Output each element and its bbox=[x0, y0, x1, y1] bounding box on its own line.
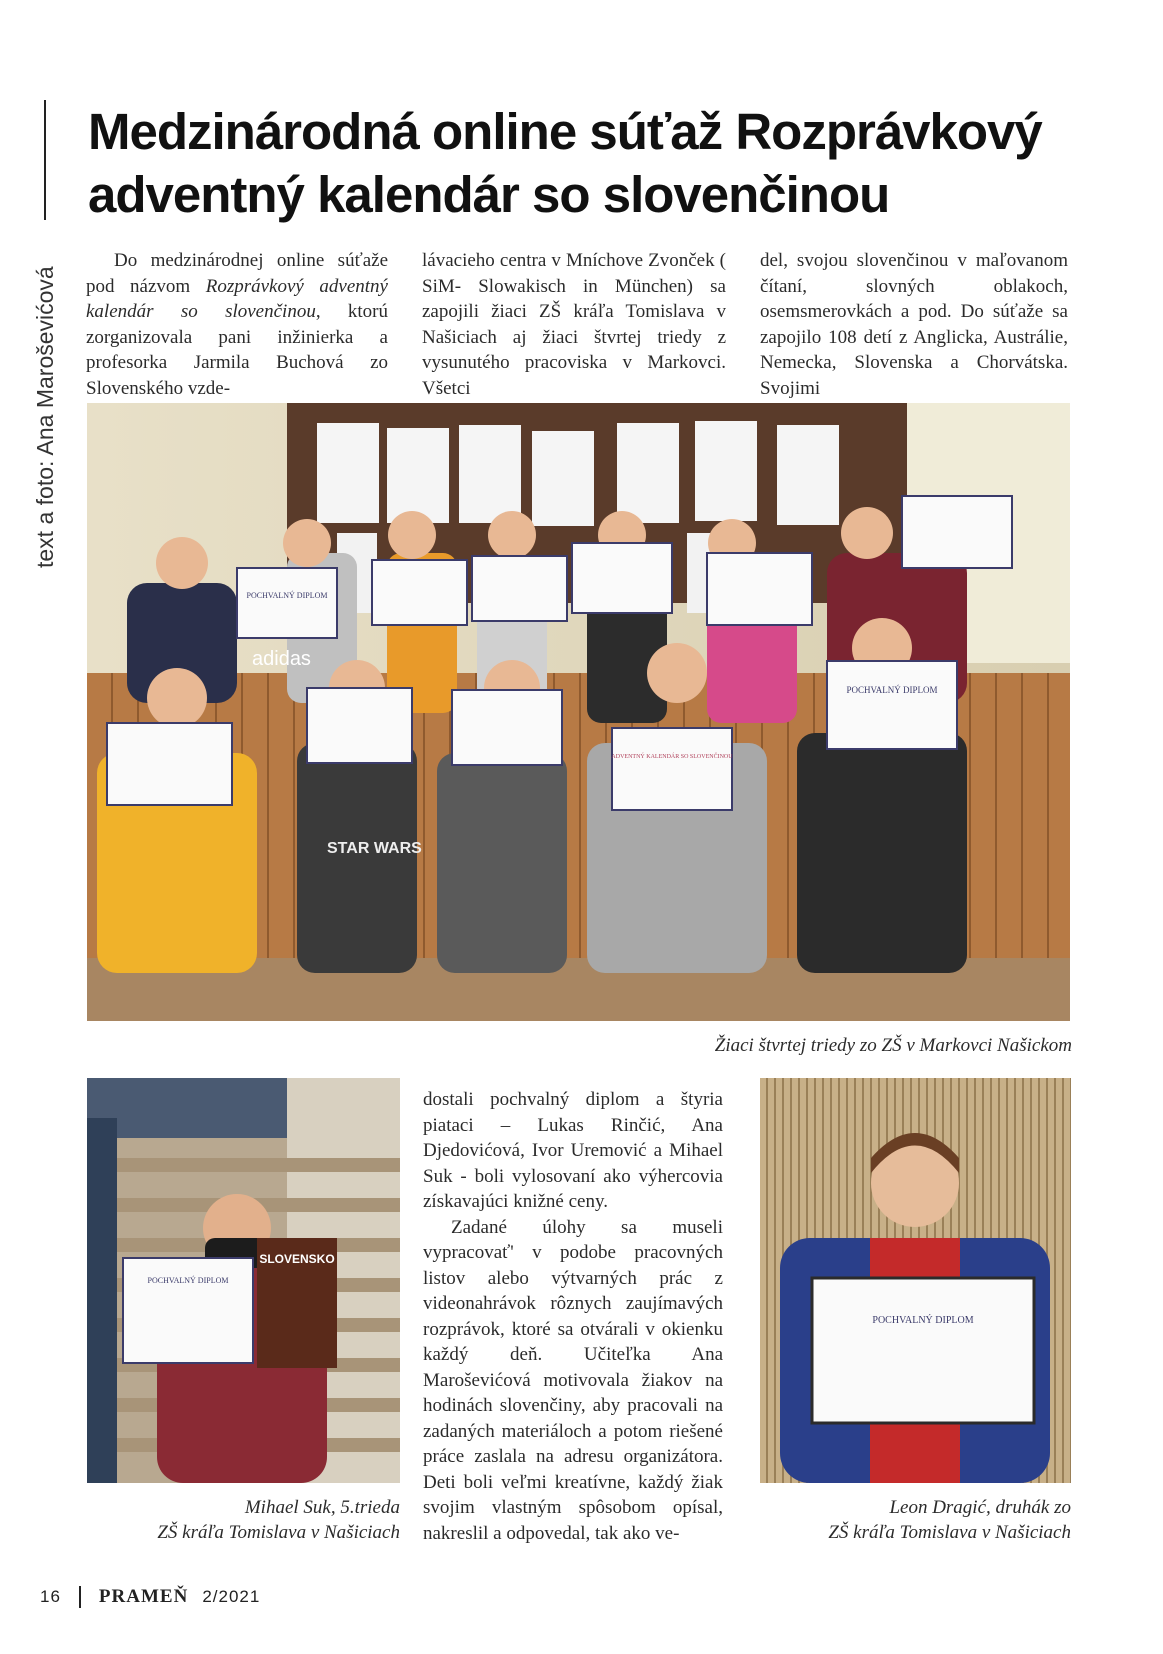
leon-photo-caption bbox=[760, 1495, 1071, 1545]
contest-name: Rozprávkový adventný kalendár so slovenčinou bbox=[86, 275, 388, 322]
intro-text-1: Do medzinárodnej online súťaže pod názvom bbox=[86, 250, 388, 297]
diploma-heading-4: POCHVALNÝ DIPLOM bbox=[872, 1315, 974, 1326]
paragraph-continued: del, svojou slovenčinou v maľovanom čítaní, slovných oblakoch, osemsmerovkách a pod. Do súťaže sa zapojilo 108 detí z Anglicka, Austrálie, Nemecka, Slovenska a Chorvátska. Svojimi bbox=[760, 250, 1068, 399]
byline-text: text a foto: Ana Maroševićová bbox=[32, 266, 58, 568]
book-title: SLOVENSKO bbox=[259, 1252, 335, 1266]
paragraph-tasks: Zadané úlohy sa museli vypracovať' v podobe pracovných listov alebo výtvarných prác z videonahrávok rôznych zaujímavých rozprávok, ktoré sa otvárali v okienku každý deň. Učiteľka Ana Maroševićová motivovala žiakov na hodinách slovenčiny, aby pracovali na zadaných materiáloch a potom riešené práce zaslala na adresu organizátora. Deti boli veľmi kreatívne, každý žiak svojim vlastným spôsobom opísal, nakreslil a odpovedal, tak ako ve- bbox=[423, 1216, 723, 1544]
shirt-print: adidas bbox=[252, 648, 311, 670]
issue-number: 2/2021 bbox=[202, 1587, 261, 1606]
shirt-print-2: STAR WARS bbox=[327, 840, 422, 857]
paragraph-continued: lávacieho centra v Mníchove Zvonček ( SiM- Slowakisch in München) sa zapojili žiaci ZŠ kráľa Tomislava v Našiciach aj žiaci štvrtej triedy z vysunutého pracoviska v Markovci. Všetci bbox=[422, 250, 726, 399]
diploma-subheading: ADVENTNÝ KALENDÁR SO SLOVENČINOU bbox=[611, 754, 733, 760]
byline bbox=[26, 250, 66, 570]
mihael-photo-caption bbox=[87, 1495, 400, 1545]
leon-caption-line-1: Leon Dragić, druhák zo bbox=[889, 1497, 1071, 1518]
side-rule bbox=[44, 100, 46, 220]
class-photo-caption: Žiaci štvrtej triedy zo ZŠ v Markovci Našickom bbox=[714, 1035, 1072, 1056]
class-photo bbox=[87, 403, 1070, 1021]
article-title: Medzinárodná online súťaž Rozprávkový adventný kalendár so slovenčinou bbox=[88, 103, 1042, 223]
page-number: 16 bbox=[40, 1587, 61, 1606]
mihael-caption-line-2: ZŠ kráľa Tomislava v Našiciach bbox=[157, 1522, 400, 1543]
leon-caption-line-2: ZŠ kráľa Tomislava v Našiciach bbox=[828, 1522, 1071, 1543]
mihael-photo-illustration bbox=[87, 1078, 400, 1483]
leon-photo-illustration bbox=[760, 1078, 1071, 1483]
body-column-1 bbox=[86, 248, 388, 401]
diploma-heading-2: POCHVALNÝ DIPLOM bbox=[846, 685, 938, 695]
mihael-caption-line-1: Mihael Suk, 5.trieda bbox=[244, 1497, 400, 1518]
diploma-heading: POCHVALNÝ DIPLOM bbox=[246, 591, 328, 600]
footer-divider bbox=[79, 1586, 81, 1608]
mihael-photo bbox=[87, 1078, 400, 1483]
body-column-3 bbox=[760, 248, 1068, 401]
magazine-name: PRAMEŇ bbox=[98, 1586, 189, 1607]
body-column-4 bbox=[423, 1087, 723, 1546]
intro-text-2: , ktorú zorganizovala pani inžinierka a profesorka Jarmila Buchová zo Slovenského vzde- bbox=[86, 301, 389, 399]
body-column-2 bbox=[422, 248, 726, 401]
class-photo-illustration bbox=[87, 403, 1070, 1021]
page-footer bbox=[40, 1583, 260, 1611]
paragraph-winners: dostali pochvalný diplom a štyria piataci – Lukas Rinčić, Ana Djedovićová, Ivor Uremović a Mihael Suk - boli vylosovaní ako výhercovia získavajúci knižné ceny. bbox=[423, 1089, 723, 1212]
leon-photo bbox=[760, 1078, 1071, 1483]
paragraph-intro bbox=[86, 248, 388, 401]
diploma-heading-3: POCHVALNÝ DIPLOM bbox=[147, 1276, 229, 1285]
